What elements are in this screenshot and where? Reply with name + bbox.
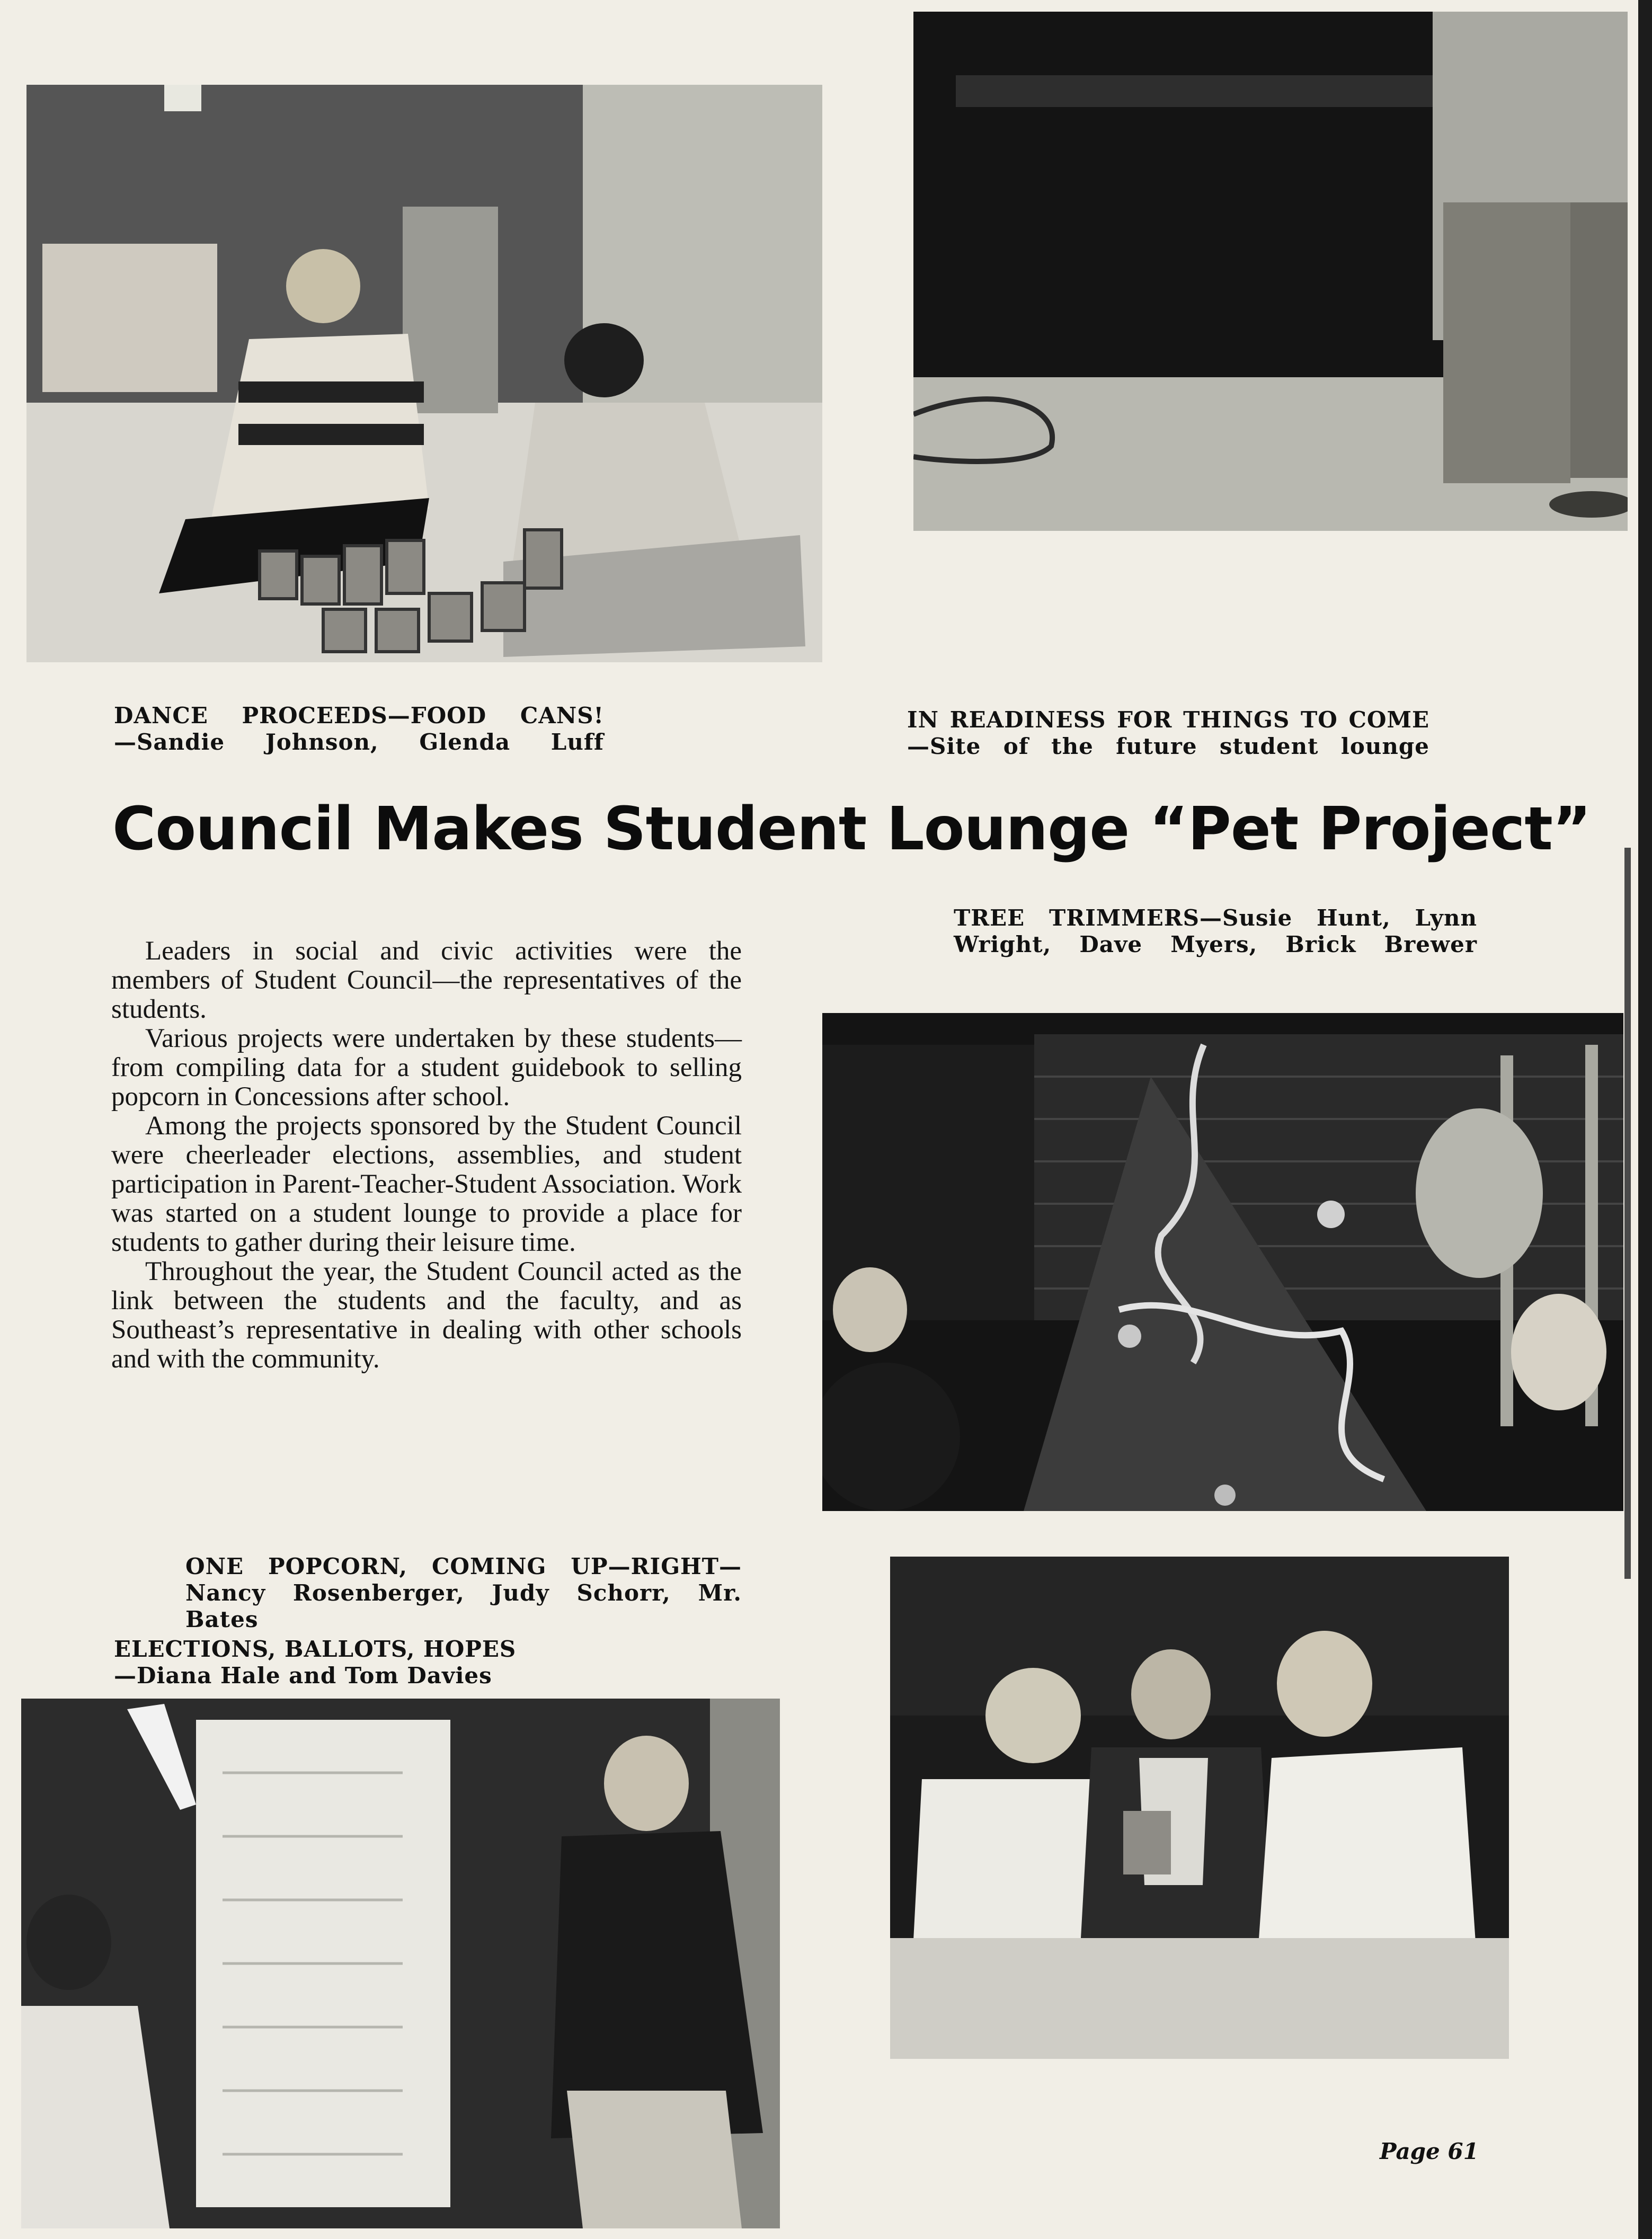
caption-tree-trimmers <box>954 905 1477 958</box>
photo-tree-trimmers <box>822 1013 1623 1511</box>
body-paragraph: Various projects were undertaken by these students—from compiling data for a student guidebook to selling popcorn in Concessions after school. <box>111 1024 742 1112</box>
caption-elections <box>114 1636 591 1689</box>
caption-names: —Diana Hale and Tom Davies <box>114 1663 492 1689</box>
page-number: Page 61 <box>1380 2138 1479 2164</box>
caption-names: —Site of the future student lounge <box>907 733 1429 759</box>
article-body <box>111 937 742 1374</box>
photo-future-lounge <box>913 12 1628 531</box>
photo-popcorn <box>890 1557 1509 2059</box>
caption-names: Wright, Dave Myers, Brick Brewer <box>954 931 1477 957</box>
caption-title: IN READINESS FOR THINGS TO COME <box>907 707 1429 733</box>
caption-in-readiness <box>907 707 1429 760</box>
caption-title: ELECTIONS, BALLOTS, HOPES <box>114 1636 517 1662</box>
caption-title: ONE POPCORN, COMING UP—RIGHT— <box>185 1553 742 1579</box>
body-paragraph: Among the projects sponsored by the Student Council were cheerleader elections, assemblies, and student participation in Parent-Teacher-Student Association. Work was started on a student lounge to provide a place for students to gather during their leisure time. <box>111 1111 742 1257</box>
caption-popcorn <box>185 1553 742 1633</box>
caption-names: Nancy Rosenberger, Judy Schorr, Mr. Bates <box>185 1580 742 1632</box>
caption-names: —Sandie Johnson, Glenda Luff <box>114 729 604 755</box>
caption-title: DANCE PROCEEDS—FOOD CANS! <box>114 703 604 728</box>
photo-elections <box>21 1699 780 2228</box>
facing-page-strip <box>1624 848 1631 1579</box>
photo-food-cans <box>26 85 822 662</box>
caption-dance-proceeds <box>114 703 604 756</box>
caption-title: TREE TRIMMERS—Susie Hunt, Lynn <box>954 905 1477 931</box>
page-headline: Council Makes Student Lounge “Pet Project” <box>112 795 1591 864</box>
body-paragraph: Leaders in social and civic activities were the members of Student Council—the representatives of the students. <box>111 936 742 1024</box>
page-edge <box>1638 0 1652 2239</box>
body-paragraph: Throughout the year, the Student Council acted as the link between the students and the faculty, and as Southeast’s representative in dealing with other schools and with the community. <box>111 1257 742 1374</box>
